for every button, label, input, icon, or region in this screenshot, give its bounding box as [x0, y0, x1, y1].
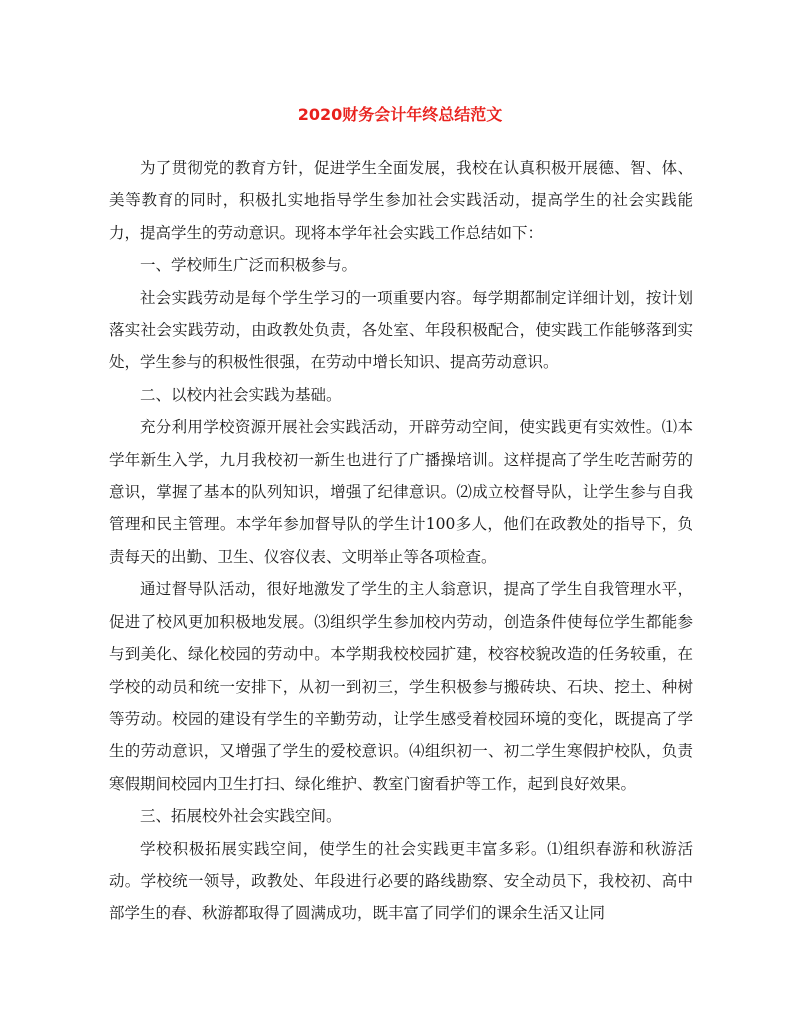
section-heading-2: 二、以校内社会实践为基础。	[140, 385, 342, 404]
section-heading-1: 一、学校师生广泛而积极参与。	[140, 256, 358, 275]
document-title: 2020财务会计年终总结范文	[297, 105, 503, 124]
paragraph-section-3: 学校积极拓展实践空间，使学生的社会实践更丰富多彩。⑴组织春游和秋游活动。学校统一领导，政教处、年段进行必要的路线勘察、安全动员下，我校初、高中部学生的春、秋游都取得了圆满成功，既丰富了同学们的课余生活又让同	[109, 839, 693, 923]
paragraph-intro: 为了贯彻党的教育方针，促进学生全面发展，我校在认真积极开展德、智、体、美等教育的同时，积极扎实地指导学生参加社会实践活动，提高学生的社会实践能力，提高学生的劳动意识。现将本学年社会实践工作总结如下：	[109, 159, 693, 242]
paragraph-section-2a: 充分利用学校资源开展社会实践活动，开辟劳动空间，使实践更有实效性。⑴本学年新生入学，九月我校初一新生也进行了广播操培训。这样提高了学生吃苦耐劳的意识，掌握了基本的队列知识，增强了纪律意识。⑵成立校督导队，让学生参与自我管理和民主管理。本学年参加督导队的学生计100多人，他们在政教处的指导下，负责每天的出勤、卫生、仪容仪表、文明举止等各项检查。	[109, 418, 693, 566]
document-body	[109, 152, 693, 930]
section-heading-3: 三、拓展校外社会实践空间。	[140, 807, 342, 826]
paragraph-section-1: 社会实践劳动是每个学生学习的一项重要内容。每学期都制定详细计划，按计划落实社会实践劳动，由政教处负责，各处室、年段积极配合，使实践工作能够落到实处，学生参与的积极性很强，在劳动中增长知识、提高劳动意识。	[109, 288, 693, 372]
paragraph-section-2b: 通过督导队活动，很好地激发了学生的主人翁意识，提高了学生自我管理水平，促进了校风更加积极地发展。⑶组织学生参加校内劳动，创造条件使每位学生都能参与到美化、绿化校园的劳动中。本学期我校校园扩建，校容校貌改造的任务较重，在学校的动员和统一安排下，从初一到初三，学生积极参与搬砖块、石块、挖土、种树等劳动。校园的建设有学生的辛勤劳动，让学生感受着校园环境的变化，既提高了学生的劳动意识，又增强了学生的爱校意识。⑷组织初一、初二学生寒假护校队，负责寒假期间校园内卫生打扫、绿化维护、教室门窗看护等工作，起到良好效果。	[109, 580, 693, 793]
